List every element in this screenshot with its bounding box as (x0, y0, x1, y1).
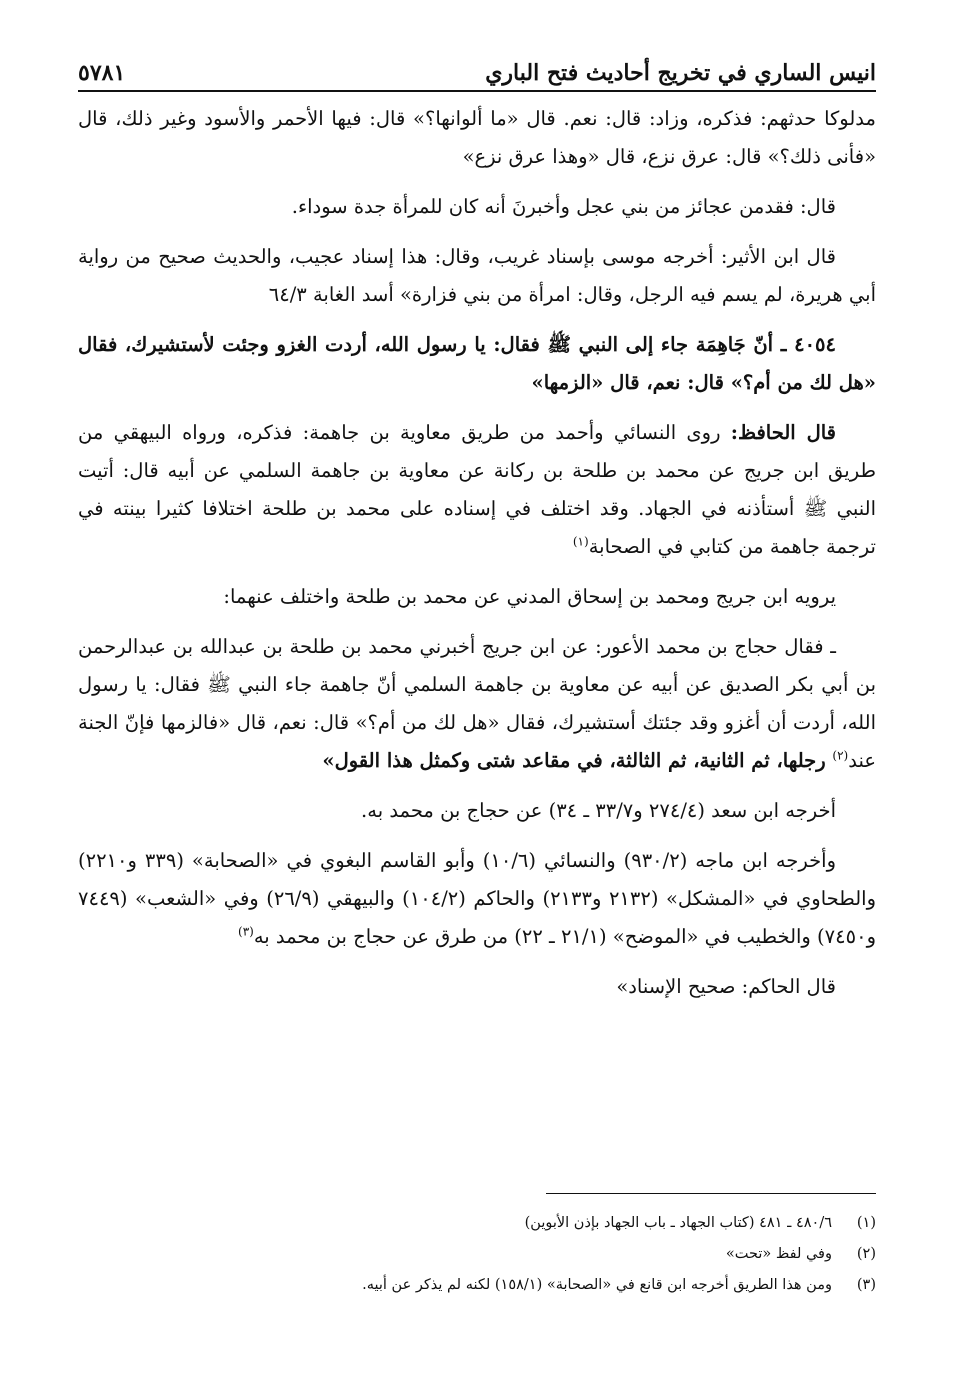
paragraph-7 (78, 628, 876, 780)
paragraph-9-text: وأخرجه ابن ماجه (٩٣٠/٢) والنسائي (١٠/٦) وأبو القاسم البغوي في «الصحابة» (٣٣٩ و٢٢١٠) والطحاوي في «المشكل» (٢١٣٢ و٢١٣٣) والحاكم (١٠٤/٢) والبيهقي (٢٦/٩) وفي «الشعب» (٧٤٤٩ و٧٤٥٠) والخطيب في «الموضح» (٢١/١ ـ ٢٢) من طرق عن حجاج بن محمد به (78, 849, 876, 948)
hadith-4054: ٤٠٥٤ ـ أنّ جَاهِمَة جاء إلى النبي ﷺ فقال: يا رسول الله، أردت الغزو وجئت لأستشيرك، فقال «هل لك من أم؟» قال: نعم، قال «الزمها» (78, 333, 876, 394)
footnote-number: (١) (856, 1215, 876, 1231)
footnote-1 (78, 1208, 876, 1239)
running-title: انيس الساري في تخريج أحاديث فتح الباري (485, 60, 876, 86)
footnote-number: (٢) (856, 1246, 876, 1262)
footnote-text: ومن هذا الطريق أخرجه ابن قانع في «الصحابة» (١٥٨/١) لكنه لم يذكر عن أبيه. (362, 1277, 832, 1293)
paragraph-7-text: ـ فقال حجاج بن محمد الأعور: عن ابن جريج أخبرني محمد بن طلحة بن عبدالله بن عبدالرحمن بن أبي بكر الصديق عن أبيه عن معاوية بن جاهمة السلمي أنّ جاهمة جاء النبي ﷺ فقال: يا رسول الله، أردت أن أغزو وقد جئتك أستشيرك، فقال «هل لك من أم؟» قال: نعم، قال «فالزمها فإنّ الجنة عند (78, 635, 876, 772)
footnote-2 (78, 1239, 876, 1270)
paragraph-9 (78, 842, 876, 956)
main-text (78, 100, 876, 1018)
hafiz-label: قال الحافظ: (730, 421, 836, 444)
footnote-text: ٤٨٠/٦ ـ ٤٨١ (كتاب الجهاد ـ باب الجهاد بإذن الأبوين) (524, 1215, 832, 1231)
footnote-text: وفي لفظ «تحت» (725, 1246, 832, 1262)
page-header (78, 44, 876, 92)
footnote-ref-1: (١) (572, 534, 589, 549)
page-number: ٥٧٨١ (78, 60, 126, 86)
footnote-number: (٣) (856, 1277, 876, 1293)
paragraph-8: أخرجه ابن سعد (٢٧٤/٤ و٣٣/٧ ـ ٣٤) عن حجاج بن محمد به. (361, 799, 836, 822)
paragraph-1: مدلوكا حدثهم: فذكره، وزاد: قال: نعم. قال «ما ألوانها؟» قال: فيها الأحمر والأسود وغير ذلك، قال «فأنى ذلك؟» قال: عرق نزع، قال «وهذا عرق نزع» (78, 107, 876, 168)
footnote-ref-2: (٢) (832, 748, 849, 763)
paragraph-2: قال: فقدمن عجائز من بني عجل وأخبرنَ أنه كان للمرأة جدة سوداء. (291, 195, 836, 218)
paragraph-7-end: رجلها، ثم الثانية، ثم الثالثة، في مقاعد شتى وكمثل هذا القول» (322, 749, 833, 772)
paragraph-10: قال الحاكم: صحيح الإسناد» (616, 975, 836, 998)
paragraph-hafiz (78, 414, 876, 566)
footnotes (78, 1208, 876, 1301)
footnote-3 (78, 1270, 876, 1301)
paragraph-3: قال ابن الأثير: أخرجه موسى بإسناد غريب، وقال: هذا إسناد عجيب، والحديث صحيح من رواية أبي هريرة، لم يسم فيه الرجل، وقال: امرأة من بني فزارة» أسد الغابة ٦٤/٣ (78, 245, 876, 306)
hafiz-text: روى النسائي وأحمد من طريق معاوية بن جاهمة: فذكره، ورواه البيهقي من طريق ابن جريج عن محمد بن طلحة بن ركانة عن معاوية بن جاهمة السلمي عن أبيه قال: أتيت النبي ﷺ أستأذنه في الجهاد. وقد اختلف في إسناده على محمد بن طلحة اختلافا كثيرا بينته في ترجمة جاهمة من كتابي في الصحابة (78, 421, 876, 558)
paragraph-6: يرويه ابن جريج ومحمد بن إسحاق المدني عن محمد بن طلحة واختلف عنهما: (223, 585, 836, 608)
footnote-ref-3: (٣) (238, 924, 254, 939)
footnote-separator (546, 1193, 876, 1194)
